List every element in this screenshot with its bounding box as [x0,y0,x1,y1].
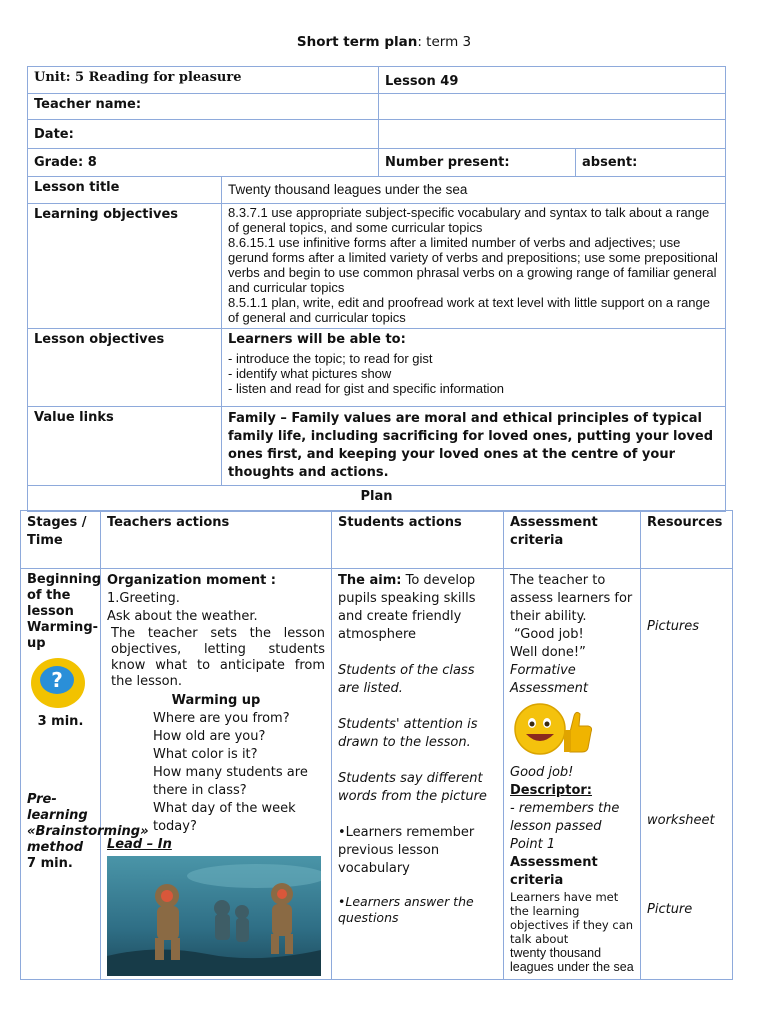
learning-objectives-value [222,204,726,329]
lesson-objectives-label: Lesson objectives [28,329,222,407]
assessment-criteria-heading: Assessment criteria [510,855,598,888]
warmup-question: How old are you? [153,729,266,744]
value-links-label: Value links [28,407,222,486]
warmup-question: What color is it? [153,747,258,762]
good-job-label: Good job! [510,765,574,780]
lesson-objective: - identify what pictures show [228,366,392,381]
formative-assessment: Formative Assessment [510,663,588,696]
learning-objective: 8.6.15.1 use infinitive forms after a limited number of verbs and adjectives; use gerund forms after a limited variety of verbs and prepositions; use some prepositional verbs and begin to use common phrasal verbs on a growing range of familiar general and curricular topics [228,235,718,295]
students-listed: Students of the class are listed. [338,663,475,696]
title-bold: Short term plan [296,34,418,50]
stage-pre-learning: Pre-learning «Brainstorming» method [27,792,149,855]
teacher-assess: The teacher to assess learners for their ability. [510,573,633,624]
lead-in-heading: Lead – In [107,837,172,852]
column-header-stages: Stages / Time [21,511,101,569]
lesson-objectives-value [222,329,726,407]
learners-remember: •Learners remember previous lesson vocabulary [338,825,475,876]
number-present-cell: Number present: [379,149,576,177]
assessment-criteria-topic: twenty thousand leagues under the sea [510,946,634,974]
resource-pictures: Pictures [647,619,700,634]
learning-objective: 8.5.1.1 plan, write, edit and proofread work at text level with little support on a range of general and curricular topics [228,295,710,325]
teachers-actions-cell [101,569,332,980]
stage-beginning: Beginning of the lesson Warming-up [27,572,102,651]
warmup-question: Where are you from? [153,711,290,726]
question-icon: ? [31,658,85,708]
aim-description: To develop pupils speaking skills and create friendly atmosphere [338,573,476,642]
learning-objective: 8.3.7.1 use appropriate subject-specific vocabulary and syntax to talk about a range of general topics, and some curricular topics [228,205,710,235]
teacher-name-value [379,94,726,120]
stage-time-2: 7 min. [27,856,73,871]
grade-cell: Grade: 8 [28,149,379,177]
column-header-students: Students actions [332,511,504,569]
document-title [0,34,768,50]
resources-cell [641,569,733,980]
lesson-title-label: Lesson title [28,177,222,204]
learning-objectives-label: Learning objectives [28,204,222,329]
teacher-sets-objectives: The teacher sets the lesson objectives, letting students know what to anticipate from the lesson. [111,626,325,689]
lesson-cell: Lesson 49 [379,67,726,94]
good-job-quote: “Good job! [514,627,584,642]
organization-heading: Organization moment : [107,573,277,588]
resource-picture: Picture [647,902,693,917]
plan-table [20,510,733,980]
descriptor-label: Descriptor: [510,783,592,798]
teacher-name-cell: Teacher name: [28,94,379,120]
plan-heading: Plan [28,486,726,512]
unit-cell: Unit: 5 Reading for pleasure [28,67,379,94]
descriptor-remembers: - remembers the lesson passed [510,801,620,834]
header-table [27,66,726,512]
thumbs-up-smiley-icon [514,702,594,756]
ask-weather: Ask about the weather. [107,609,258,624]
assessment-cell [504,569,641,980]
title-rest: : term 3 [417,34,472,50]
assessment-criteria-text: Learners have met the learning objectives if they can talk about [510,890,634,946]
column-header-resources: Resources [641,511,733,569]
students-attention: Students' attention is drawn to the lesson. [338,717,478,750]
lesson-objective: - introduce the topic; to read for gist [228,351,433,366]
date-cell: Date: [28,120,379,149]
aim-label: The aim: [338,573,402,588]
underwater-divers-image [107,856,321,976]
warming-up-heading: Warming up [171,693,261,708]
greeting: 1.Greeting. [107,591,180,606]
well-done-quote: Well done!” [510,645,586,660]
learners-answer: •Learners answer the questions [338,894,474,925]
resource-worksheet: worksheet [647,813,715,828]
lesson-title-value: Twenty thousand leagues under the sea [222,177,726,204]
descriptor-point: Point 1 [510,837,556,852]
stage-time-1: 3 min. [37,714,84,729]
absent-cell: absent: [576,149,726,177]
students-actions-cell [332,569,504,980]
column-header-teachers: Teachers actions [101,511,332,569]
aim-text [338,572,497,644]
warmup-question: What day of the week today? [153,801,296,834]
lesson-objectives-heading: Learners will be able to: [228,332,406,347]
column-header-assessment: Assessment criteria [504,511,641,569]
date-value [379,120,726,149]
warmup-question: How many students are there in class? [153,765,308,798]
value-links-value: Family – Family values are moral and ethical principles of typical family life, including sacrificing for loved ones, putting your loved ones first, and keeping your loved ones at the centre of your thoughts and actions. [222,407,726,486]
students-say-words: Students say different words from the picture [338,771,487,804]
lesson-objective: - listen and read for gist and specific information [228,381,505,396]
